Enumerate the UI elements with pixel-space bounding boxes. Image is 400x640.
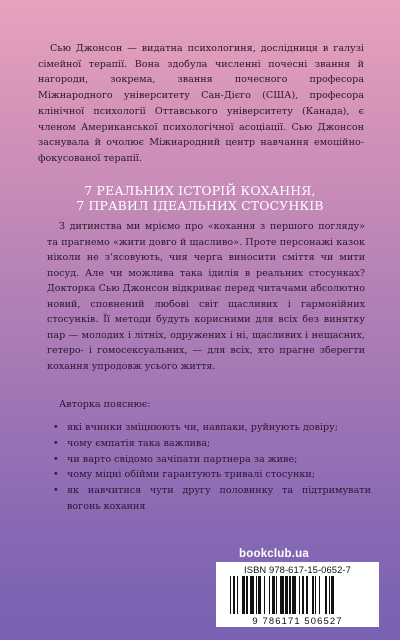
bullet-list	[51, 420, 371, 515]
cover-headline	[30, 183, 370, 213]
bullet-marker: •	[53, 469, 59, 481]
barcode-bar	[246, 576, 247, 614]
barcode-box	[216, 562, 379, 627]
barcode-bar	[250, 576, 254, 614]
barcode-bar	[292, 576, 296, 614]
isbn-label: ISBN 978-617-15-0652-7	[244, 564, 351, 575]
barcode-bar	[319, 576, 320, 614]
barcode-bar	[264, 576, 265, 614]
bullet-marker: •	[53, 453, 59, 465]
barcode-bar	[269, 576, 270, 614]
list-item-text: чому ємпатія така важлива;	[67, 437, 211, 449]
barcode-bar	[230, 576, 231, 614]
barcode-bar	[329, 576, 330, 614]
barcode-bar	[331, 576, 334, 614]
barcode-bar	[325, 576, 328, 614]
explains-label: Авторка пояснює:	[59, 399, 151, 410]
barcode-digits: 9 786171 506527	[252, 615, 343, 626]
list-item	[51, 467, 371, 483]
barcode-bar	[315, 576, 316, 614]
list-item	[51, 436, 371, 452]
barcode-bar	[302, 576, 305, 614]
barcode-bar	[280, 576, 284, 614]
list-item-text: чи варто свідомо зачіпати партнера за живе;	[67, 453, 298, 465]
barcode-bar	[237, 576, 238, 614]
author-bio-text: Сью Джонсон — видатна психологиня, дослідниця в галузі сімейної терапії. Вона здобула численні почесні звання й нагороди, зокрема, звання почесного професора Міжнародного університету Сан-Дієго (США), професора клінічної психології Оттавського університету (Канада), є членом Американської психологічної асоціації. Сью Джонсон заснувала й очолює Міжнародний центр навчання емоційно-фокусованої терапії.	[38, 43, 364, 164]
bullet-marker: •	[53, 437, 59, 449]
author-bio	[38, 41, 364, 167]
list-item-text: чому міцні обійми гарантують тривалі стосунки;	[67, 469, 315, 481]
barcode-bar	[242, 576, 245, 614]
barcode-bar	[285, 576, 288, 614]
bullet-marker: •	[53, 422, 59, 433]
barcode-bar	[289, 576, 290, 614]
bullet-marker: •	[53, 485, 59, 497]
book-description-text: З дитинства ми мріємо про «кохання з першого погляду» та прагнемо «жити довго й щасливо». Проте персонажі казок ніколи не з'ясовують, чия черга виносити сміття чи мити посуд. Але чи можлива така ідилія в реальних стосунках? Докторка Сью Джонсон відкриває перед читачами абсолютно новий, сповнений любові світ щасливих і гармонійних стосунків. Її методи будуть корисними для всіх без винятку пар — молодих і літніх, одружених і ні, щасливих і нещасних, гетеро- і гомосексуальних, — для всіх, хто прагне зберегти кохання упродовж усього життя.	[47, 221, 365, 372]
barcode-bar	[233, 576, 236, 614]
barcode-bar	[256, 576, 257, 614]
barcode	[230, 576, 370, 614]
barcode-bar	[272, 576, 275, 614]
book-description	[47, 219, 365, 374]
barcode-bar	[306, 576, 309, 614]
barcode-bar	[312, 576, 313, 614]
list-item-text: які вчинки зміцнюють чи, навпаки, руйнують довіру;	[67, 422, 339, 433]
list-item-text: як навчитися чути другу половинку та підтримувати вогонь кохання	[67, 485, 371, 512]
list-item	[51, 452, 371, 468]
barcode-bar	[258, 576, 261, 614]
headline-line-2: 7 ПРАВИЛ ІДЕАЛЬНИХ СТОСУНКІВ	[76, 198, 324, 214]
barcode-bar	[299, 576, 300, 614]
headline-line-1: 7 РЕАЛЬНИХ ІСТОРІЙ КОХАННЯ,	[84, 183, 316, 198]
list-item	[51, 420, 371, 436]
publisher-site: bookclub.ua	[239, 548, 309, 560]
barcode-bar	[276, 576, 277, 614]
list-item	[51, 483, 371, 515]
